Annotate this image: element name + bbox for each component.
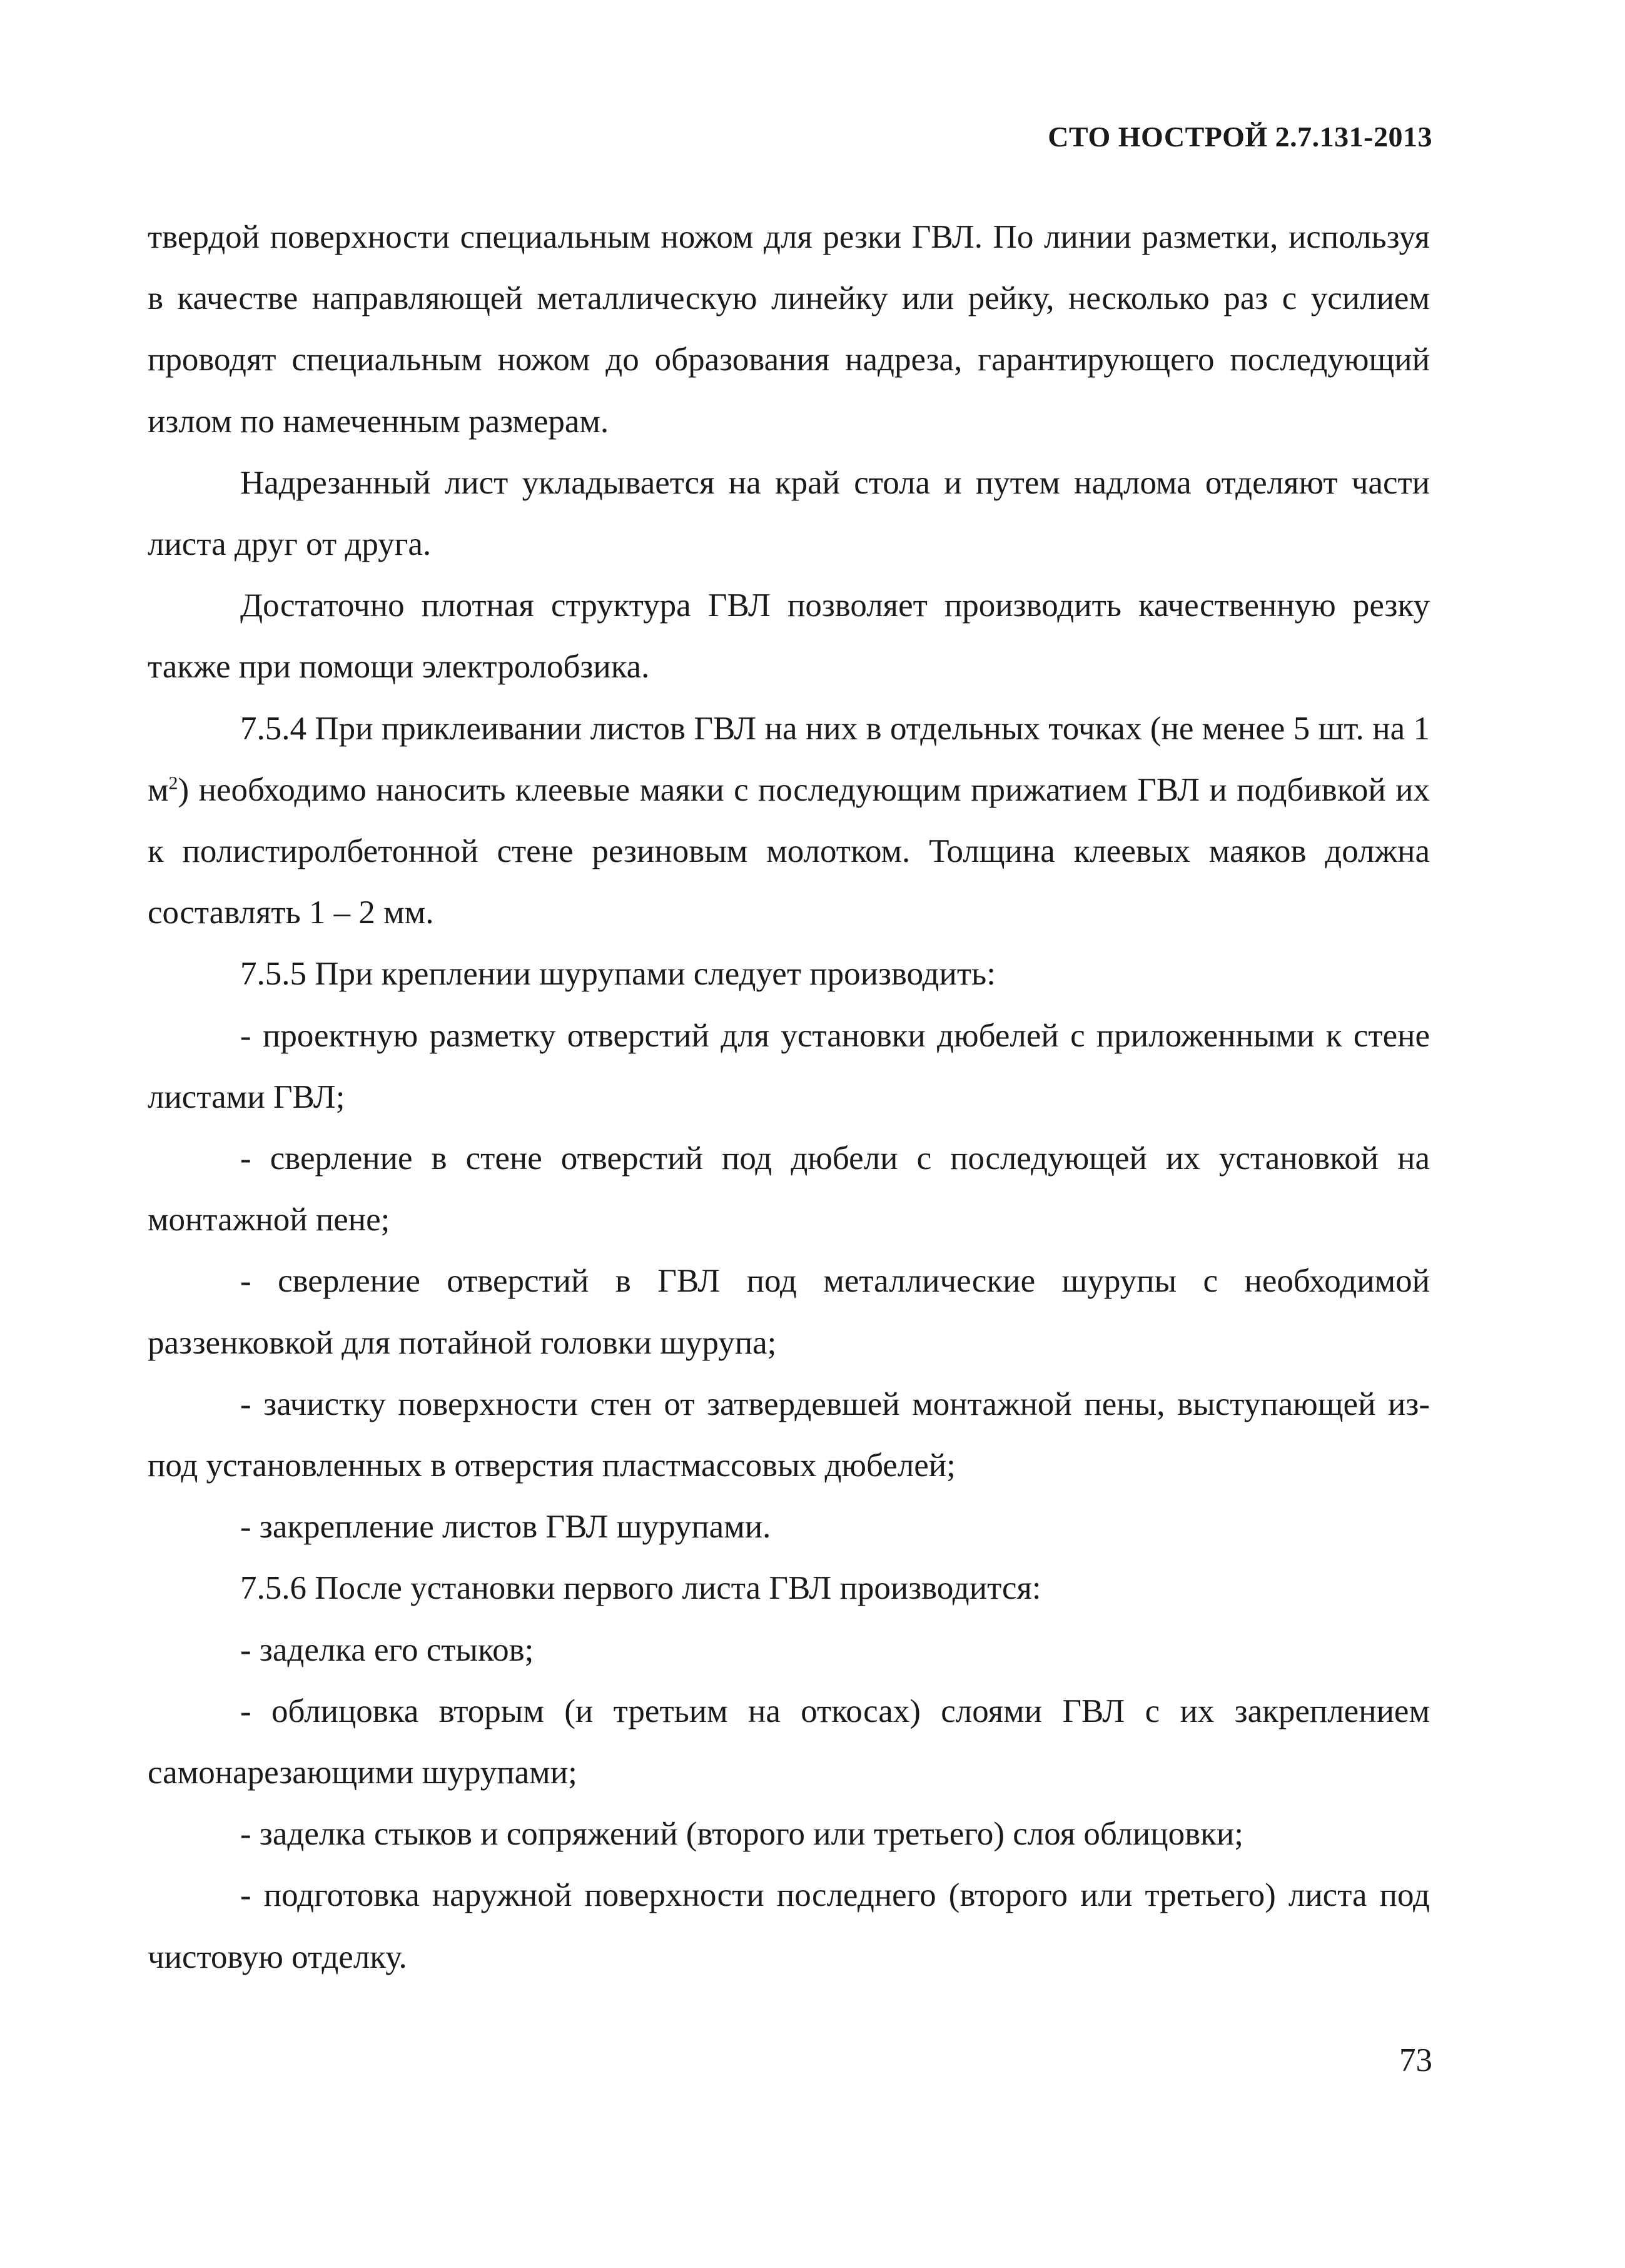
paragraph: Достаточно плотная структура ГВЛ позволяет производить качественную резку также при помощи электролобзика. (148, 587, 1430, 686)
list-item: - закрепление листов ГВЛ шурупами. (240, 1509, 771, 1546)
document-body (148, 206, 1430, 1988)
paragraph-7-5-4 (148, 698, 1430, 944)
list-item: - сверление в стене отверстий под дюбели с последующей их установкой на монтажной пене; (148, 1140, 1430, 1238)
paragraph-continuation: твердой поверхности специальным ножом для резки ГВЛ. По линии разметки, используя в качестве направляющей металлическую линейку или рейку, несколько раз с усилием проводят специальным ножом до образования надреза, гарантирующего последующий излом по намеченным размерам. (148, 219, 1430, 440)
page-number: 73 (1399, 2042, 1432, 2078)
paragraph: Надрезанный лист укладывается на край стола и путем надлома отделяют части листа друг от друга. (148, 464, 1430, 563)
paragraph-7-5-5: 7.5.5 При креплении шурупами следует производить: (240, 956, 996, 993)
paragraph-text-part: 7.5.4 При приклеивании листов ГВЛ на них в отдельных точках (не менее 5 шт. на 1 м (148, 710, 1430, 808)
list-item: - заделка стыков и сопряжений (второго или третьего) слоя облицовки; (240, 1816, 1244, 1853)
paragraph-7-5-6: 7.5.6 После установки первого листа ГВЛ производится: (240, 1570, 1041, 1607)
superscript-exponent: 2 (168, 772, 178, 794)
paragraph-text-part: ) необходимо наносить клеевые маяки с последующим прижатием ГВЛ и подбивкой их к полистиролбетонной стене резиновым молотком. Толщина клеевых маяков должна составлять 1 – 2 мм. (148, 771, 1430, 931)
list-item: - облицовка вторым (и третьим на откосах) слоями ГВЛ с их закреплением самонарезающими шурупами; (148, 1693, 1430, 1791)
list-item: - сверление отверстий в ГВЛ под металлические шурупы с необходимой раззенковкой для потайной головки шурупа; (148, 1263, 1430, 1361)
list-item: - проектную разметку отверстий для установки дюбелей с приложенными к стене листами ГВЛ; (148, 1017, 1430, 1115)
list-item: - зачистку поверхности стен от затвердевшей монтажной пены, выступающей из-под установленных в отверстия пластмассовых дюбелей; (148, 1385, 1430, 1484)
document-code-header: СТО НОСТРОЙ 2.7.131-2013 (1048, 121, 1432, 153)
list-item: - подготовка наружной поверхности последнего (второго или третьего) листа под чистовую отделку. (148, 1877, 1430, 1975)
list-item: - заделка его стыков; (240, 1631, 534, 1668)
